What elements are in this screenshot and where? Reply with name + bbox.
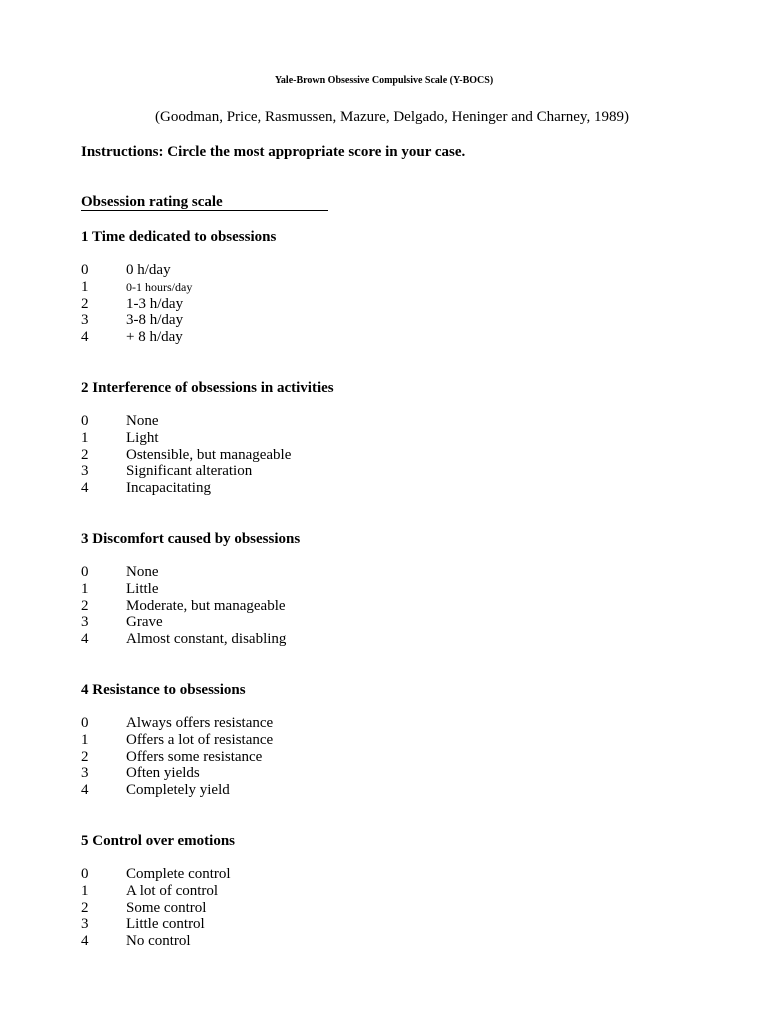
answer-label: A lot of control xyxy=(126,882,219,899)
answer-score: 4 xyxy=(81,329,89,346)
answer-score: 1 xyxy=(81,278,89,295)
answer-option[interactable] xyxy=(81,900,681,917)
answer-label: Some control xyxy=(126,899,207,916)
answer-option[interactable] xyxy=(81,614,681,631)
answer-list xyxy=(81,262,681,346)
answer-label: Complete control xyxy=(126,866,231,882)
answer-list xyxy=(81,866,681,950)
answer-option[interactable] xyxy=(81,715,681,732)
answer-list xyxy=(81,564,681,648)
answer-score: 2 xyxy=(81,597,89,614)
answer-label: Grave xyxy=(126,614,163,631)
answer-score: 2 xyxy=(81,295,89,312)
question-title: 2 Interference of obsessions in activities xyxy=(81,380,334,396)
answer-option[interactable] xyxy=(81,749,681,766)
answer-score: 0 xyxy=(81,715,89,731)
answer-option[interactable] xyxy=(81,312,681,329)
answer-option[interactable] xyxy=(81,463,681,480)
answer-label: 0-1 hours/day xyxy=(126,279,193,294)
question-title: 3 Discomfort caused by obsessions xyxy=(81,531,301,547)
answer-score: 3 xyxy=(81,614,89,631)
answer-option[interactable] xyxy=(81,631,681,648)
answer-score: 1 xyxy=(81,882,89,899)
answer-label: Moderate, but manageable xyxy=(126,597,286,614)
answer-option[interactable] xyxy=(81,413,681,430)
authors-citation: (Goodman, Price, Rasmussen, Mazure, Delgado, Heninger and Charney, 1989) xyxy=(155,109,629,125)
answer-label: Offers a lot of resistance xyxy=(126,731,274,748)
answer-label: + 8 h/day xyxy=(126,329,183,346)
answer-label: Little control xyxy=(126,916,205,933)
answer-option[interactable] xyxy=(81,564,681,581)
answer-label: No control xyxy=(126,933,191,950)
answer-option[interactable] xyxy=(81,916,681,933)
instructions: Instructions: Circle the most appropriate score in your case. xyxy=(81,144,466,160)
answer-label: Always offers resistance xyxy=(126,715,274,731)
answer-option[interactable] xyxy=(81,782,681,799)
answer-option[interactable] xyxy=(81,581,681,598)
answer-option[interactable] xyxy=(81,883,681,900)
answer-score: 3 xyxy=(81,463,89,480)
question-title: 5 Control over emotions xyxy=(81,833,236,849)
answer-label: Ostensible, but manageable xyxy=(126,446,292,463)
answer-label: Incapacitating xyxy=(126,480,211,497)
answer-label: Completely yield xyxy=(126,782,230,799)
question-section xyxy=(81,530,681,648)
question-title: 1 Time dedicated to obsessions xyxy=(81,229,277,245)
answer-score: 2 xyxy=(81,748,89,765)
answer-score: 3 xyxy=(81,916,89,933)
answer-label: Significant alteration xyxy=(126,463,253,480)
answer-option[interactable] xyxy=(81,279,681,296)
answer-score: 0 xyxy=(81,866,89,882)
answer-option[interactable] xyxy=(81,732,681,749)
answer-label: 0 h/day xyxy=(126,262,171,278)
answer-score: 1 xyxy=(81,429,89,446)
answer-option[interactable] xyxy=(81,296,681,313)
question-section xyxy=(81,832,681,950)
question-section xyxy=(81,681,681,799)
answer-score: 1 xyxy=(81,580,89,597)
answer-list xyxy=(81,715,681,799)
answer-score: 3 xyxy=(81,312,89,329)
answer-score: 2 xyxy=(81,446,89,463)
answer-label: Light xyxy=(126,429,159,446)
answer-option[interactable] xyxy=(81,480,681,497)
answer-option[interactable] xyxy=(81,262,681,279)
answer-score: 2 xyxy=(81,899,89,916)
answer-option[interactable] xyxy=(81,933,681,950)
question-section xyxy=(81,379,681,497)
answer-label: Almost constant, disabling xyxy=(126,631,287,648)
answer-score: 3 xyxy=(81,765,89,782)
answer-score: 4 xyxy=(81,933,89,950)
answer-option[interactable] xyxy=(81,765,681,782)
answer-label: Little xyxy=(126,580,159,597)
answer-label: None xyxy=(126,564,159,580)
answer-score: 0 xyxy=(81,262,89,278)
answer-option[interactable] xyxy=(81,329,681,346)
answer-score: 0 xyxy=(81,564,89,580)
answer-score: 1 xyxy=(81,731,89,748)
answer-label: 3-8 h/day xyxy=(126,312,184,329)
answer-score: 4 xyxy=(81,480,89,497)
answer-option[interactable] xyxy=(81,430,681,447)
answer-label: Often yields xyxy=(126,765,200,782)
answer-score: 4 xyxy=(81,782,89,799)
question-title: 4 Resistance to obsessions xyxy=(81,682,246,698)
answer-list xyxy=(81,413,681,497)
question-section xyxy=(81,228,681,346)
answer-option[interactable] xyxy=(81,866,681,883)
scale-heading: Obsession rating scale xyxy=(81,194,328,211)
answer-option[interactable] xyxy=(81,447,681,464)
answer-score: 4 xyxy=(81,631,89,648)
answer-label: None xyxy=(126,413,159,429)
answer-score: 0 xyxy=(81,413,89,429)
answer-label: 1-3 h/day xyxy=(126,295,184,312)
document-title: Yale-Brown Obsessive Compulsive Scale (Y-BOCS) xyxy=(274,75,494,86)
answer-label: Offers some resistance xyxy=(126,748,263,765)
answer-option[interactable] xyxy=(81,598,681,615)
